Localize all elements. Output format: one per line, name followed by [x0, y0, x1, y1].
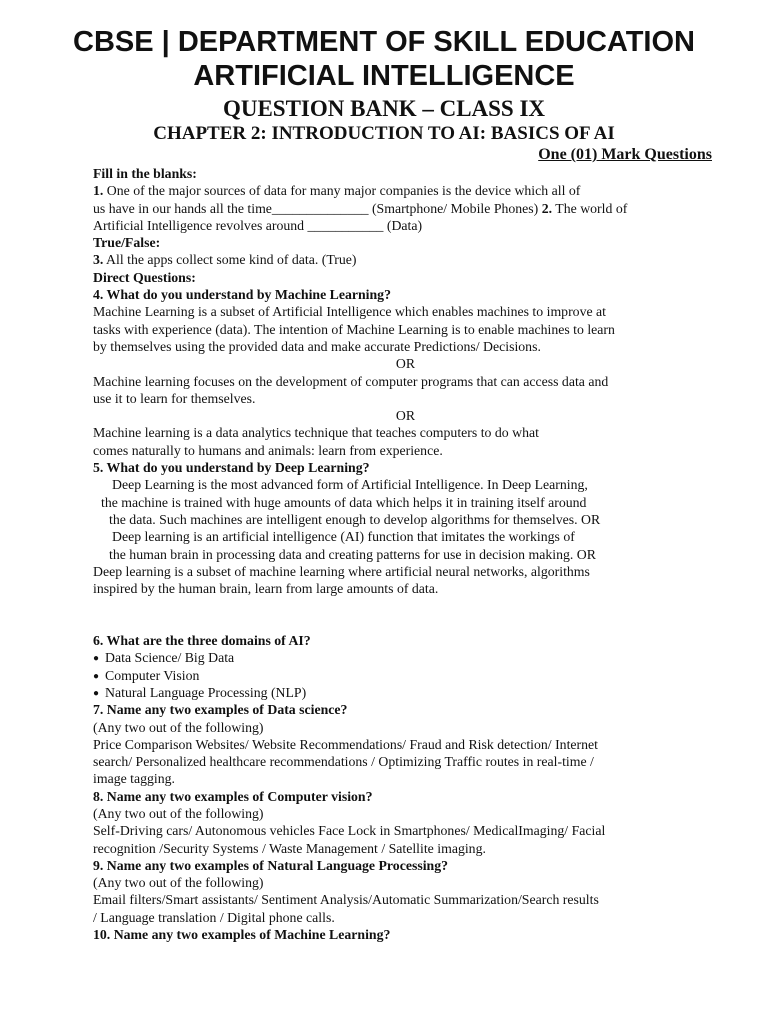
spacer	[93, 597, 718, 632]
line-text: (Any two out of the following)	[93, 719, 264, 735]
list-item	[93, 684, 718, 701]
text-line	[93, 770, 718, 787]
line-text: Data Science/ Big Data	[105, 650, 235, 666]
question-heading	[93, 926, 718, 943]
text-line	[93, 407, 718, 424]
line-text: Price Comparison Websites/ Website Recommendations/ Fraud and Risk detection/ Internet	[93, 736, 598, 752]
line-text: / Language translation / Digital phone calls.	[93, 909, 335, 925]
text-line	[93, 321, 718, 338]
line-text: Direct Questions:	[93, 269, 196, 285]
line-text: Computer Vision	[105, 667, 200, 683]
text-line	[93, 840, 718, 857]
text-line	[93, 494, 718, 511]
item-number: 1.	[93, 183, 104, 199]
text-line	[93, 390, 718, 407]
text-line	[93, 805, 718, 822]
text-line	[93, 303, 718, 320]
line-text: (Any two out of the following)	[93, 875, 264, 891]
text-line	[93, 753, 718, 770]
question-heading	[93, 788, 718, 805]
line-text: tasks with experience (data). The intention of Machine Learning is to enable machines to learn	[93, 321, 615, 337]
line-text: Machine Learning is a subset of Artificial Intelligence which enables machines to improve at	[93, 304, 606, 320]
line-text: 7. Name any two examples of Data science?	[93, 702, 348, 718]
line-text: 8. Name any two examples of Computer vision?	[93, 788, 373, 804]
line-text: 10. Name any two examples of Machine Learning?	[93, 927, 391, 943]
line-text: 6. What are the three domains of AI?	[93, 633, 311, 649]
line-text: True/False:	[93, 235, 161, 251]
text-line	[93, 874, 718, 891]
text-line	[93, 580, 718, 597]
line-text: Artificial Intelligence revolves around ___________ (Data)	[93, 217, 423, 233]
text-line	[93, 338, 718, 355]
line-text: by themselves using the provided data and make accurate Predictions/ Decisions.	[93, 338, 541, 354]
list-item	[93, 667, 718, 684]
text-line	[93, 355, 718, 372]
line-text: us have in our hands all the time______________ (Smartphone/ Mobile Phones)	[93, 200, 542, 216]
line-text: OR	[395, 408, 416, 424]
line-text: the machine is trained with huge amounts of data which helps it in training itself around	[101, 494, 587, 510]
mark-heading: One (01) Mark Questions	[538, 146, 712, 163]
line-text: Deep Learning is the most advanced form of Artificial Intelligence. In Deep Learning,	[112, 477, 588, 493]
text-line	[93, 200, 718, 217]
line-text: comes naturally to humans and animals: learn from experience.	[93, 442, 443, 458]
text-line	[93, 511, 718, 528]
header-department: CBSE | DEPARTMENT OF SKILL EDUCATION	[73, 26, 695, 58]
item-number: 2.	[541, 200, 553, 216]
line-text: recognition /Security Systems / Waste Management / Satellite imaging.	[93, 840, 486, 856]
line-text: 5. What do you understand by Deep Learning?	[93, 460, 370, 476]
text-line	[93, 217, 718, 234]
line-text: the human brain in processing data and creating patterns for use in decision making. OR	[109, 546, 596, 562]
line-text: Fill in the blanks:	[93, 166, 197, 181]
header-question-bank: QUESTION BANK – CLASS IX	[222, 96, 546, 121]
text-line	[93, 373, 718, 390]
text-line	[93, 909, 718, 926]
line-text: use it to learn for themselves.	[93, 390, 256, 406]
text-line	[93, 251, 718, 268]
line-text: inspired by the human brain, learn from large amounts of data.	[93, 581, 439, 597]
question-heading	[93, 286, 718, 303]
item-number: 3.	[93, 252, 104, 268]
line-text: Deep learning is a subset of machine learning where artificial neural networks, algorithms	[93, 563, 590, 579]
text-line	[93, 182, 718, 199]
text-line	[93, 546, 718, 563]
line-text: One of the major sources of data for many major companies is the device which all of	[103, 183, 581, 199]
question-heading	[93, 632, 718, 649]
document-body	[93, 165, 718, 943]
line-text: Machine learning focuses on the development of computer programs that can access data and	[93, 373, 609, 389]
line-text: 9. Name any two examples of Natural Language Processing?	[93, 857, 448, 873]
line-text: (Any two out of the following)	[93, 805, 264, 821]
line-text: OR	[395, 356, 416, 372]
question-heading	[93, 234, 718, 251]
text-line	[93, 528, 718, 545]
question-heading	[93, 269, 718, 286]
question-heading	[93, 459, 718, 476]
text-line	[93, 719, 718, 736]
line-text: Natural Language Processing (NLP)	[105, 684, 307, 700]
text-line	[93, 442, 718, 459]
line-text: the data. Such machines are intelligent enough to develop algorithms for themselves. OR	[109, 511, 601, 527]
text-line	[93, 822, 718, 839]
line-text: Deep learning is an artificial intelligence (AI) function that imitates the workings of	[112, 529, 575, 545]
header-chapter: CHAPTER 2: INTRODUCTION TO AI: BASICS OF AI	[153, 123, 615, 144]
line-text: 4. What do you understand by Machine Learning?	[93, 287, 391, 303]
line-text: The world of	[552, 200, 628, 216]
line-text: All the apps collect some kind of data. (True)	[103, 252, 357, 268]
header-subject: ARTIFICIAL INTELLIGENCE	[193, 60, 575, 92]
line-text: Self-Driving cars/ Autonomous vehicles Face Lock in Smartphones/ MedicalImaging/ Facial	[93, 823, 606, 839]
line-text: image tagging.	[93, 771, 175, 787]
text-line	[93, 476, 718, 493]
line-text: search/ Personalized healthcare recommendations / Optimizing Traffic routes in real-time /	[93, 754, 594, 770]
list-item	[93, 649, 718, 666]
text-line	[93, 736, 718, 753]
line-text: Machine learning is a data analytics technique that teaches computers to do what	[93, 425, 539, 441]
question-heading	[93, 165, 718, 182]
text-line	[93, 563, 718, 580]
line-text: Email filters/Smart assistants/ Sentiment Analysis/Automatic Summarization/Search results	[93, 892, 599, 908]
text-line	[93, 891, 718, 908]
text-line	[93, 424, 718, 441]
question-heading	[93, 701, 718, 718]
question-heading	[93, 857, 718, 874]
